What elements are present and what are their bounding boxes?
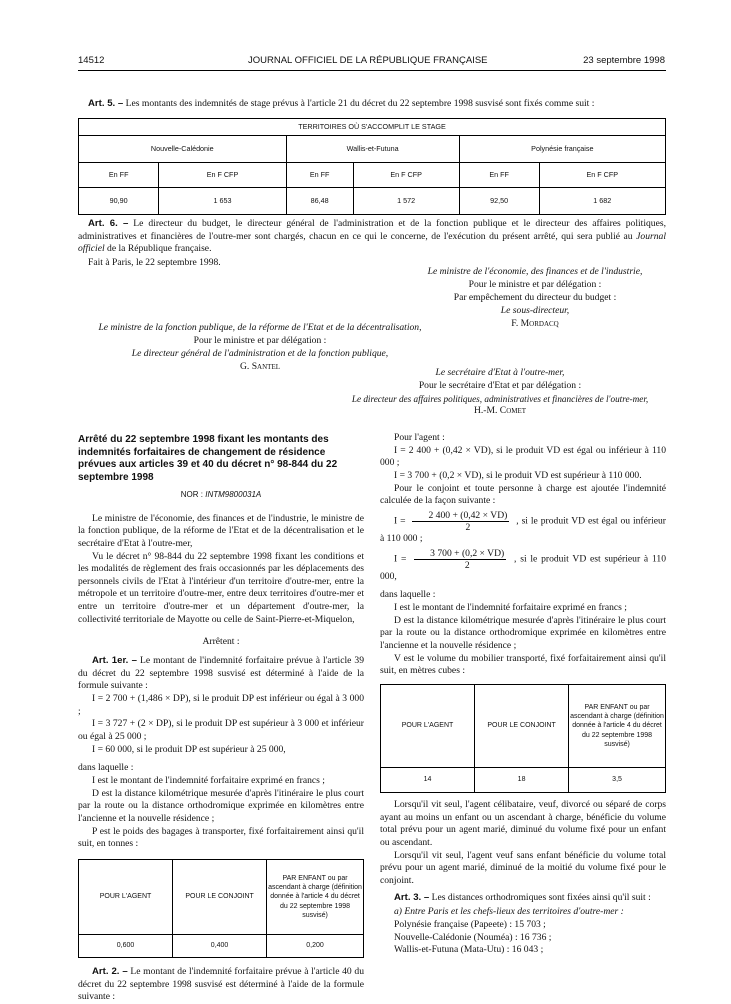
currency-header: En FF	[286, 163, 353, 188]
furniture-volume-table	[380, 684, 666, 793]
table-cell: 14	[381, 767, 475, 792]
signatory-title: Le ministre de l'économie, des finances et de l'industrie,	[427, 266, 643, 277]
definition: I est le montant de l'indemnité forfaitaire exprimé en francs ;	[92, 775, 325, 787]
territory-header: Polynésie française	[459, 136, 665, 163]
arretent: Arrêtent :	[202, 636, 240, 648]
delegation-line: Par empêchement du directeur du budget :	[453, 291, 617, 303]
preamble: Le ministre de l'économie, des finances et de l'industrie, le ministre de la fonction publique, de la réforme de l'Etat et de la décentralisation et le secrétaire d'Etat à l'outre-mer,	[78, 512, 364, 549]
distance-item: Wallis-et-Futuna (Mata-Utu) : 16 043 ;	[394, 944, 544, 956]
signatory-title: Le secrétaire d'Etat à l'outre-mer,	[435, 367, 565, 378]
territory-header: Wallis-et-Futuna	[286, 136, 459, 163]
done-at: Fait à Paris, le 22 septembre 1998.	[88, 257, 221, 268]
table-cell: 1 572	[353, 188, 459, 215]
signatory-title: Le ministre de la fonction publique, de la réforme de l'Etat et de la décentralisation,	[98, 322, 422, 333]
currency-header: En F CFP	[539, 163, 665, 188]
formula: I = 3 727 + (2 × DP), si le produit DP est supérieur à 3 000 et inférieur ou égal à 25 000 ;	[78, 718, 364, 743]
art6-journal-italic: Journal officiel	[78, 230, 666, 255]
nor-line	[78, 490, 364, 501]
delegation-line: Pour le secrétaire d'Etat et par délégation :	[418, 379, 582, 391]
header-rule	[78, 70, 666, 71]
dans-laquelle: dans laquelle :	[380, 589, 436, 601]
signatory-name: F. Mordacq	[511, 317, 559, 329]
delegation-line: Pour le ministre et par délégation :	[193, 334, 327, 346]
fraction	[412, 510, 509, 533]
fraction-condition: , si le produit VD est égal ou inférieur à 110 000 ;	[380, 515, 666, 544]
vu-clause: Vu le décret n° 98-844 du 22 septembre 1998 fixant les conditions et les modalités de règlement des frais occasionnés par les déplacements des personnels civils de l'Etat à l'intérieur d'un territoire d'outre-mer, entre la métropole et un territoire d'outre-mer, entre deux territoires d'outre-mer et entre un territoire d'outre-mer et un département d'outre-mer, la collectivité territoriale de Mayotte ou celle de Saint-Pierre-et-Miquelon,	[78, 550, 364, 625]
definition: I est le montant de l'indemnité forfaitaire exprimé en francs ;	[394, 602, 627, 614]
signature-public-service	[60, 322, 460, 374]
table-cell: 90,90	[79, 188, 159, 215]
signatory-title: Le directeur général de l'administration et de la fonction publique,	[131, 347, 389, 359]
fraction	[414, 548, 506, 571]
table-cell: 0,200	[267, 934, 364, 957]
column-header: POUR LE CONJOINT	[173, 859, 267, 934]
column-header: POUR L'AGENT	[79, 859, 173, 934]
signature-overseas	[310, 367, 690, 418]
fraction-formula	[380, 548, 666, 584]
art2-label: Art. 2. –	[92, 965, 128, 977]
definition: P est le poids des bagages à transporter, fixé forfaitairement ainsi qu'il suit, en tonnes :	[78, 825, 364, 850]
currency-header: En F CFP	[353, 163, 459, 188]
page-number: 14512	[78, 55, 105, 66]
fraction-denominator: 2	[465, 521, 471, 533]
baggage-weight-table	[78, 859, 364, 958]
fraction-numerator: 3 700 + (0,2 × VD)	[414, 548, 506, 560]
art5-paragraph	[88, 98, 666, 111]
table-cell: 1 653	[159, 188, 286, 215]
fraction-formula	[380, 510, 666, 546]
currency-header: En FF	[459, 163, 539, 188]
formula: I = 60 000, si le produit DP est supérieur à 25 000,	[92, 743, 286, 755]
art1-paragraph	[78, 655, 364, 693]
definition: V est le volume du mobilier transporté, fixé forfaitairement ainsi qu'il suit, en mètres cubes :	[380, 652, 666, 677]
conjoint-intro: Pour le conjoint et toute personne à charge est ajoutée l'indemnité calculée de la façon suivante :	[380, 482, 666, 507]
fraction-numerator: 2 400 + (0,42 × VD)	[412, 510, 509, 522]
table-cell: 0,400	[173, 934, 267, 957]
art5-text: Les montants des indemnités de stage prévus à l'article 21 du décret du 22 septembre 1998 susvisé sont fixés comme suit :	[125, 98, 595, 109]
art2-text: Le montant de l'indemnité forfaitaire prévue à l'article 40 du décret du 22 septembre 1998 susvisé est déterminé à l'aide de la formule suivante :	[78, 965, 364, 1003]
dans-laquelle: dans laquelle :	[78, 762, 134, 774]
nor-value: INTM9800031A	[205, 490, 262, 499]
signatory-title: Le directeur des affaires politiques, administratives et financières de l'outre-mer,	[351, 393, 649, 404]
alone-rule: Lorsqu'il vit seul, l'agent célibataire, veuf, divorcé ou séparé de corps ayant au moins un enfant ou un ascendant à charge, bénéficie du volume total prévu pour un agent marié, diminué du volume fixé pour un enfant ou ascendant.	[380, 798, 666, 848]
signatory-name: G. Santel	[240, 360, 280, 372]
i-equals: I =	[394, 553, 407, 565]
formula: I = 3 700 + (0,2 × VD), si le produit VD est supérieur à 110 000.	[394, 469, 642, 481]
definition: D est la distance kilométrique mesurée d'après l'itinéraire le plus court par la route ou la distance orthodromique exprimée en kilomètres entre l'ancienne et la nouvelle résidence ;	[380, 614, 666, 651]
nor-label: NOR :	[180, 490, 203, 499]
stage-allowance-table	[78, 118, 666, 215]
alone-rule: Lorsqu'il vit seul, l'agent veuf sans enfant bénéficie du volume total prévu pour un agent marié, diminué de la moitié du volume fixé pour le conjoint.	[380, 849, 666, 886]
art3-a: a) Entre Paris et les chefs-lieux des territoires d'outre-mer :	[394, 906, 624, 918]
table-cell: 0,600	[79, 934, 173, 957]
issue-date: 23 septembre 1998	[583, 55, 665, 66]
currency-header: En F CFP	[159, 163, 286, 188]
table-cell: 3,5	[569, 767, 666, 792]
art3-text: Les distances orthodromiques sont fixées ainsi qu'il suit :	[431, 891, 651, 903]
currency-header: En FF	[79, 163, 159, 188]
territory-header: Nouvelle-Calédonie	[79, 136, 287, 163]
table-cell: 1 682	[539, 188, 665, 215]
i-equals: I =	[394, 515, 406, 527]
art1-text: Le montant de l'indemnité forfaitaire prévue à l'article 39 du décret du 22 septembre 1998 susvisé est déterminé à l'aide de la formule suivante :	[78, 655, 364, 692]
left-column	[78, 434, 364, 1004]
distance-item: Polynésie française (Papeete) : 15 703 ;	[394, 918, 546, 930]
art6-text-end: de la République française.	[107, 243, 212, 255]
formula: I = 2 400 + (0,42 × VD), si le produit VD est égal ou inférieur à 110 000 ;	[380, 444, 666, 469]
art3-paragraph	[380, 892, 666, 905]
art6-paragraph	[78, 218, 666, 256]
formula: I = 2 700 + (1,486 × DP), si le produit DP est inférieur ou égal à 3 000 ;	[78, 693, 364, 717]
column-header: POUR LE CONJOINT	[475, 684, 569, 767]
art6-text: Le directeur du budget, le directeur général de l'administration et de la fonction publique et le directeur des affaires politiques, administratives et financières de l'outre-mer sont chargés, chacun en ce qui le concerne, de l'exécution du présent arrêté, qui sera publié au	[78, 218, 666, 242]
right-column	[380, 432, 666, 957]
signature-economy	[390, 266, 680, 331]
column-header: POUR L'AGENT	[381, 684, 475, 767]
art2-paragraph	[78, 966, 364, 1004]
art6-label: Art. 6. –	[88, 218, 129, 229]
pour-agent: Pour l'agent :	[394, 432, 445, 443]
signatory-title: Le sous-directeur,	[500, 304, 570, 316]
art3-label: Art. 3. –	[394, 891, 430, 903]
signatory-name: H.-M. Comet	[473, 405, 527, 417]
column-header: PAR ENFANT ou par ascendant à charge (définition donnée à l'article 4 du décret du 22 septembre 1998 susvisé)	[267, 859, 364, 934]
distance-item: Nouvelle-Calédonie (Nouméa) : 16 736 ;	[394, 931, 552, 943]
column-header: PAR ENFANT ou par ascendant à charge (définition donnée à l'article 4 du décret du 22 septembre 1998 susvisé)	[569, 684, 666, 767]
arrete-title: Arrêté du 22 septembre 1998 fixant les montants des indemnités forfaitaires de changement de résidence prévues aux articles 39 et 40 du décret n° 98-844 du 22 septembre 1998	[78, 434, 338, 483]
table-cell: 18	[475, 767, 569, 792]
delegation-line: Pour le ministre et par délégation :	[468, 278, 602, 290]
table-cell: 92,50	[459, 188, 539, 215]
table-cell: 86,48	[286, 188, 353, 215]
art5-label: Art. 5. –	[88, 98, 124, 109]
fraction-condition: , si le produit VD est supérieur à 110 000,	[380, 553, 666, 582]
table-group-header: TERRITOIRES OÙ S'ACCOMPLIT LE STAGE	[79, 119, 666, 136]
art1-label: Art. 1er. –	[92, 655, 137, 667]
journal-title: JOURNAL OFFICIEL DE LA RÉPUBLIQUE FRANÇAISE	[248, 55, 488, 66]
definition: D est la distance kilométrique mesurée d'après l'itinéraire le plus court par la route ou la distance orthodromique exprimée en kilomètres entre l'ancienne et la nouvelle résidence ;	[78, 787, 364, 824]
fraction-denominator: 2	[464, 559, 470, 571]
